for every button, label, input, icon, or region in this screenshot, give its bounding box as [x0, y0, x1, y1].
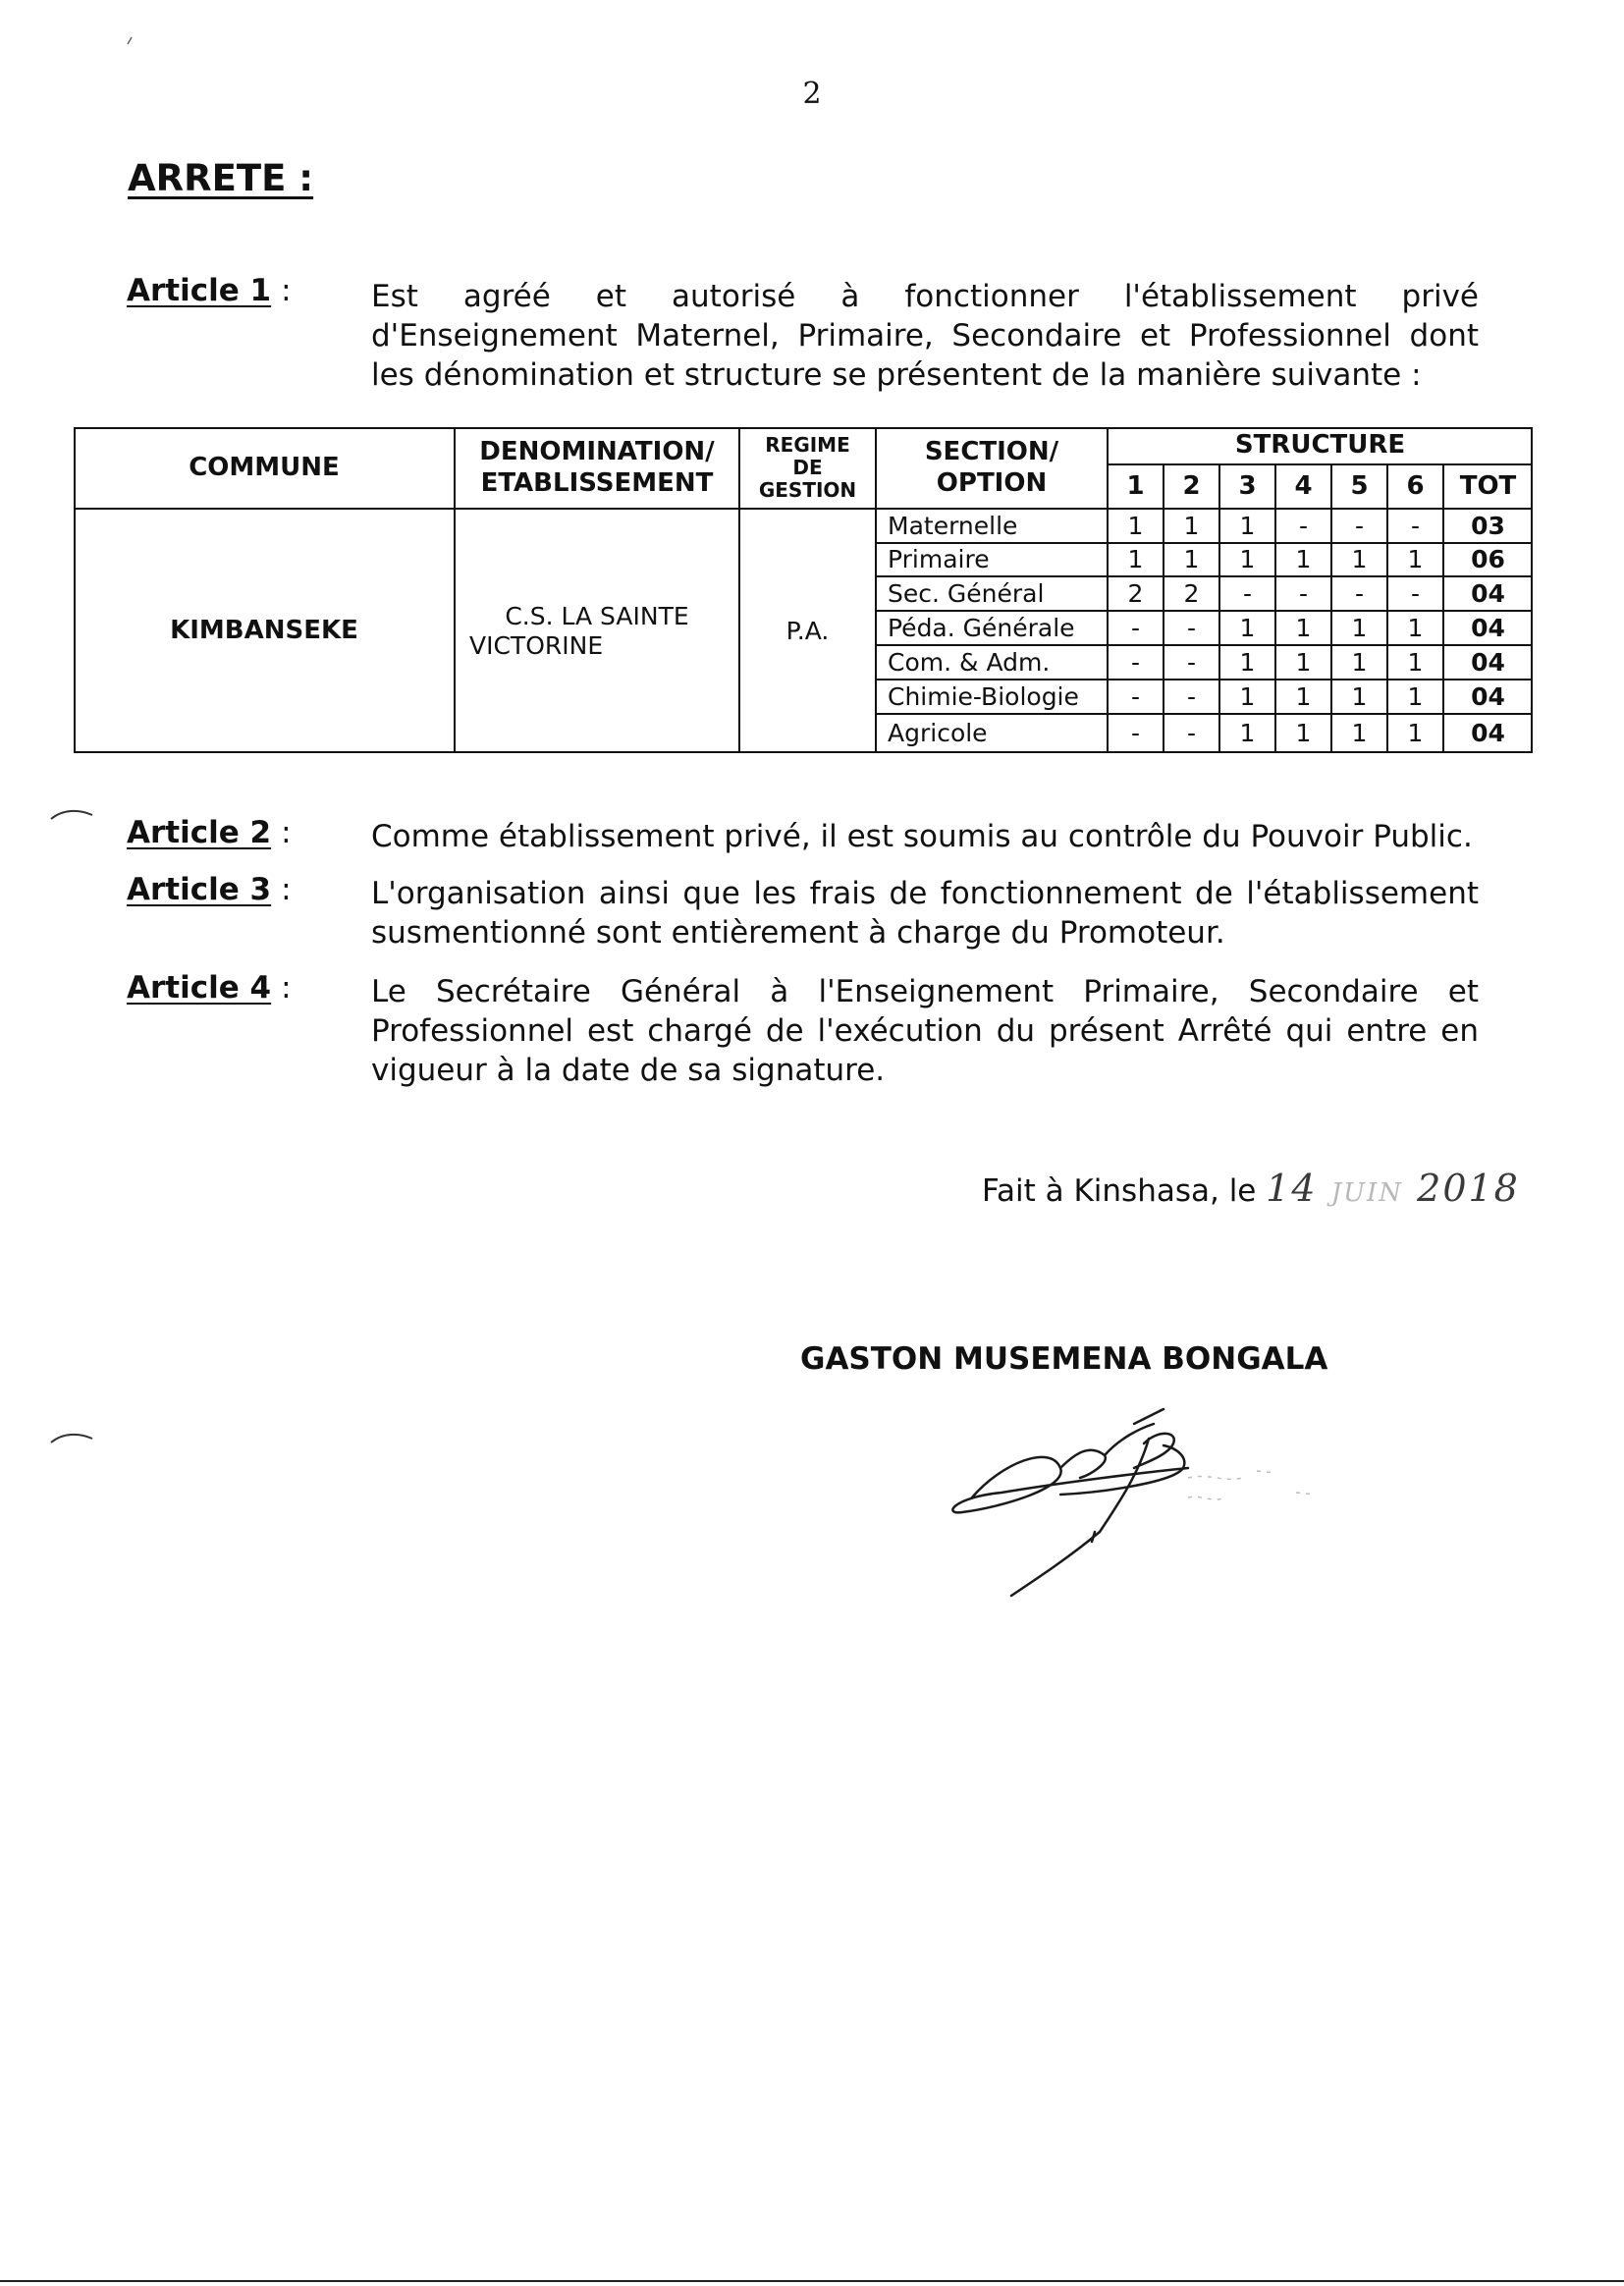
commune-cell: KIMBANSEKE [170, 615, 358, 645]
structure-cell-6: - [1410, 578, 1421, 608]
structure-cell-1: 2 [1127, 578, 1144, 608]
article-2-colon: : [281, 815, 292, 850]
handwritten-signature [943, 1385, 1355, 1610]
structure-cell-4: 1 [1295, 545, 1312, 573]
structure-cell-1: 1 [1127, 511, 1144, 540]
structure-cell-4: 1 [1295, 719, 1312, 747]
date-day: 14 [1266, 1167, 1318, 1210]
structure-cell-5: 1 [1351, 647, 1368, 677]
structure-cell-1: - [1130, 647, 1141, 677]
structure-cell-6: - [1410, 511, 1421, 540]
header-denomination-line2: ETABLISSEMENT [480, 467, 714, 498]
structure-cell-6: 1 [1407, 545, 1424, 573]
structure-cell-3: 1 [1239, 613, 1256, 642]
structure-cell-tot: 04 [1471, 647, 1505, 677]
article-3-text: L'organisation ainsi que les frais de fonctionnement de l'établissement susmentionné sont entièrement à charge du Promoteur. [371, 876, 1479, 951]
article-2-label [127, 815, 292, 850]
structure-cell-3: 1 [1239, 719, 1256, 747]
date-stamp [1266, 1167, 1520, 1210]
regime-cell: P.A. [785, 616, 830, 645]
structure-cell-2: 1 [1183, 545, 1200, 573]
structure-cell-tot: 03 [1471, 511, 1505, 540]
place-date [982, 1167, 1520, 1210]
header-denomination [455, 427, 739, 509]
article-3-title: Article 3 [127, 872, 272, 907]
structure-cell-3: 1 [1239, 647, 1256, 677]
date-month: JUIN [1330, 1178, 1404, 1208]
article-3-colon: : [281, 872, 292, 907]
article-4-label [127, 970, 292, 1006]
structure-cell-2: 1 [1183, 511, 1200, 540]
structure-cell-tot: 06 [1471, 545, 1505, 573]
header-col-4: 4 [1294, 470, 1313, 501]
structure-cell-tot: 04 [1471, 719, 1505, 747]
structure-cell-2: - [1186, 613, 1197, 642]
header-regime-line1: REGIME [765, 433, 850, 457]
header-regime-line2: DE [792, 456, 823, 479]
page-number: 2 [802, 77, 822, 111]
section-cell: Primaire [888, 545, 990, 573]
structure-cell-1: 1 [1127, 545, 1144, 573]
header-section [876, 427, 1108, 509]
section-cell: Sec. Général [888, 578, 1045, 608]
structure-cell-1: - [1130, 613, 1141, 642]
structure-cell-1: - [1130, 681, 1141, 711]
structure-cell-6: 1 [1407, 647, 1424, 677]
structure-cell-4: - [1298, 578, 1309, 608]
structure-cell-4: 1 [1295, 613, 1312, 642]
header-structure: STRUCTURE [1234, 430, 1406, 461]
header-col-5: 5 [1350, 470, 1369, 501]
margin-mark [49, 805, 98, 825]
header-section-line1: SECTION/ [924, 437, 1059, 467]
article-4-text: Le Secrétaire Général à l'Enseignement Primaire, Secondaire et Professionnel est chargé de l'exécution du présent Arrêté qui entre en vigueur à la date de sa signature. [371, 974, 1479, 1088]
structure-cell-2: - [1186, 647, 1197, 677]
article-3-label [127, 872, 292, 907]
structure-cell-5: 1 [1351, 719, 1368, 747]
structure-cell-4: 1 [1295, 681, 1312, 711]
signatory-name: GASTON MUSEMENA BONGALA [800, 1341, 1328, 1377]
structure-cell-4: 1 [1295, 647, 1312, 677]
structure-cell-6: 1 [1407, 719, 1424, 747]
denomination-line1: C.S. LA SAINTE [505, 601, 689, 630]
structure-cell-2: - [1186, 681, 1197, 711]
header-regime [739, 427, 876, 509]
document-heading: ARRETE : [128, 157, 314, 199]
article-1-colon: : [281, 273, 292, 308]
structure-table [74, 427, 1533, 753]
denomination-cell [455, 509, 739, 753]
header-denomination-line1: DENOMINATION/ [479, 437, 715, 467]
header-col-6: 6 [1406, 470, 1425, 501]
article-2-text: Comme établissement privé, il est soumis au contrôle du Pouvoir Public. [371, 819, 1473, 854]
structure-cell-2: - [1186, 719, 1197, 747]
section-cell: Agricole [888, 719, 988, 747]
date-year: 2018 [1417, 1167, 1520, 1210]
structure-cell-5: - [1354, 578, 1365, 608]
structure-cell-5: 1 [1351, 681, 1368, 711]
header-regime-line3: GESTION [758, 478, 857, 502]
header-col-3: 3 [1238, 470, 1257, 501]
structure-cell-tot: 04 [1471, 578, 1505, 608]
section-cell: Maternelle [888, 511, 1018, 540]
structure-cell-tot: 04 [1471, 613, 1505, 642]
structure-cell-5: 1 [1351, 613, 1368, 642]
header-col-2: 2 [1182, 470, 1201, 501]
header-col-tot: TOT [1459, 470, 1517, 501]
structure-cell-3: 1 [1239, 681, 1256, 711]
denomination-line2: VICTORINE [469, 630, 604, 660]
structure-cell-5: - [1354, 511, 1365, 540]
structure-cell-tot: 04 [1471, 681, 1505, 711]
structure-cell-3: 1 [1239, 511, 1256, 540]
article-2-title: Article 2 [127, 815, 272, 850]
margin-mark [49, 1429, 98, 1448]
header-commune: COMMUNE [189, 452, 340, 482]
article-1-label [127, 273, 292, 308]
structure-cell-2: 2 [1183, 578, 1200, 608]
article-1-text: Est agréé et autorisé à fonctionner l'établissement privé d'Enseignement Maternel, Primaire, Secondaire et Professionnel dont les dénomination et structure se présentent de la manière suivante : [371, 279, 1479, 393]
article-4-colon: : [281, 970, 292, 1006]
margin-mark [126, 34, 135, 46]
section-cell: Péda. Générale [888, 613, 1075, 642]
place-date-prefix: Fait à Kinshasa, le [982, 1173, 1257, 1209]
structure-cell-1: - [1130, 719, 1141, 747]
article-1-title: Article 1 [127, 273, 272, 308]
structure-cell-4: - [1298, 511, 1309, 540]
section-cell: Chimie-Biologie [888, 681, 1079, 711]
header-col-1: 1 [1126, 470, 1145, 501]
structure-cell-6: 1 [1407, 681, 1424, 711]
header-section-line2: OPTION [936, 467, 1048, 498]
structure-cell-3: 1 [1239, 545, 1256, 573]
article-4-title: Article 4 [127, 970, 272, 1006]
section-cell: Com. & Adm. [888, 647, 1051, 677]
structure-cell-5: 1 [1351, 545, 1368, 573]
bottom-rule [0, 2280, 1624, 2282]
structure-cell-3: - [1242, 578, 1253, 608]
structure-cell-6: 1 [1407, 613, 1424, 642]
